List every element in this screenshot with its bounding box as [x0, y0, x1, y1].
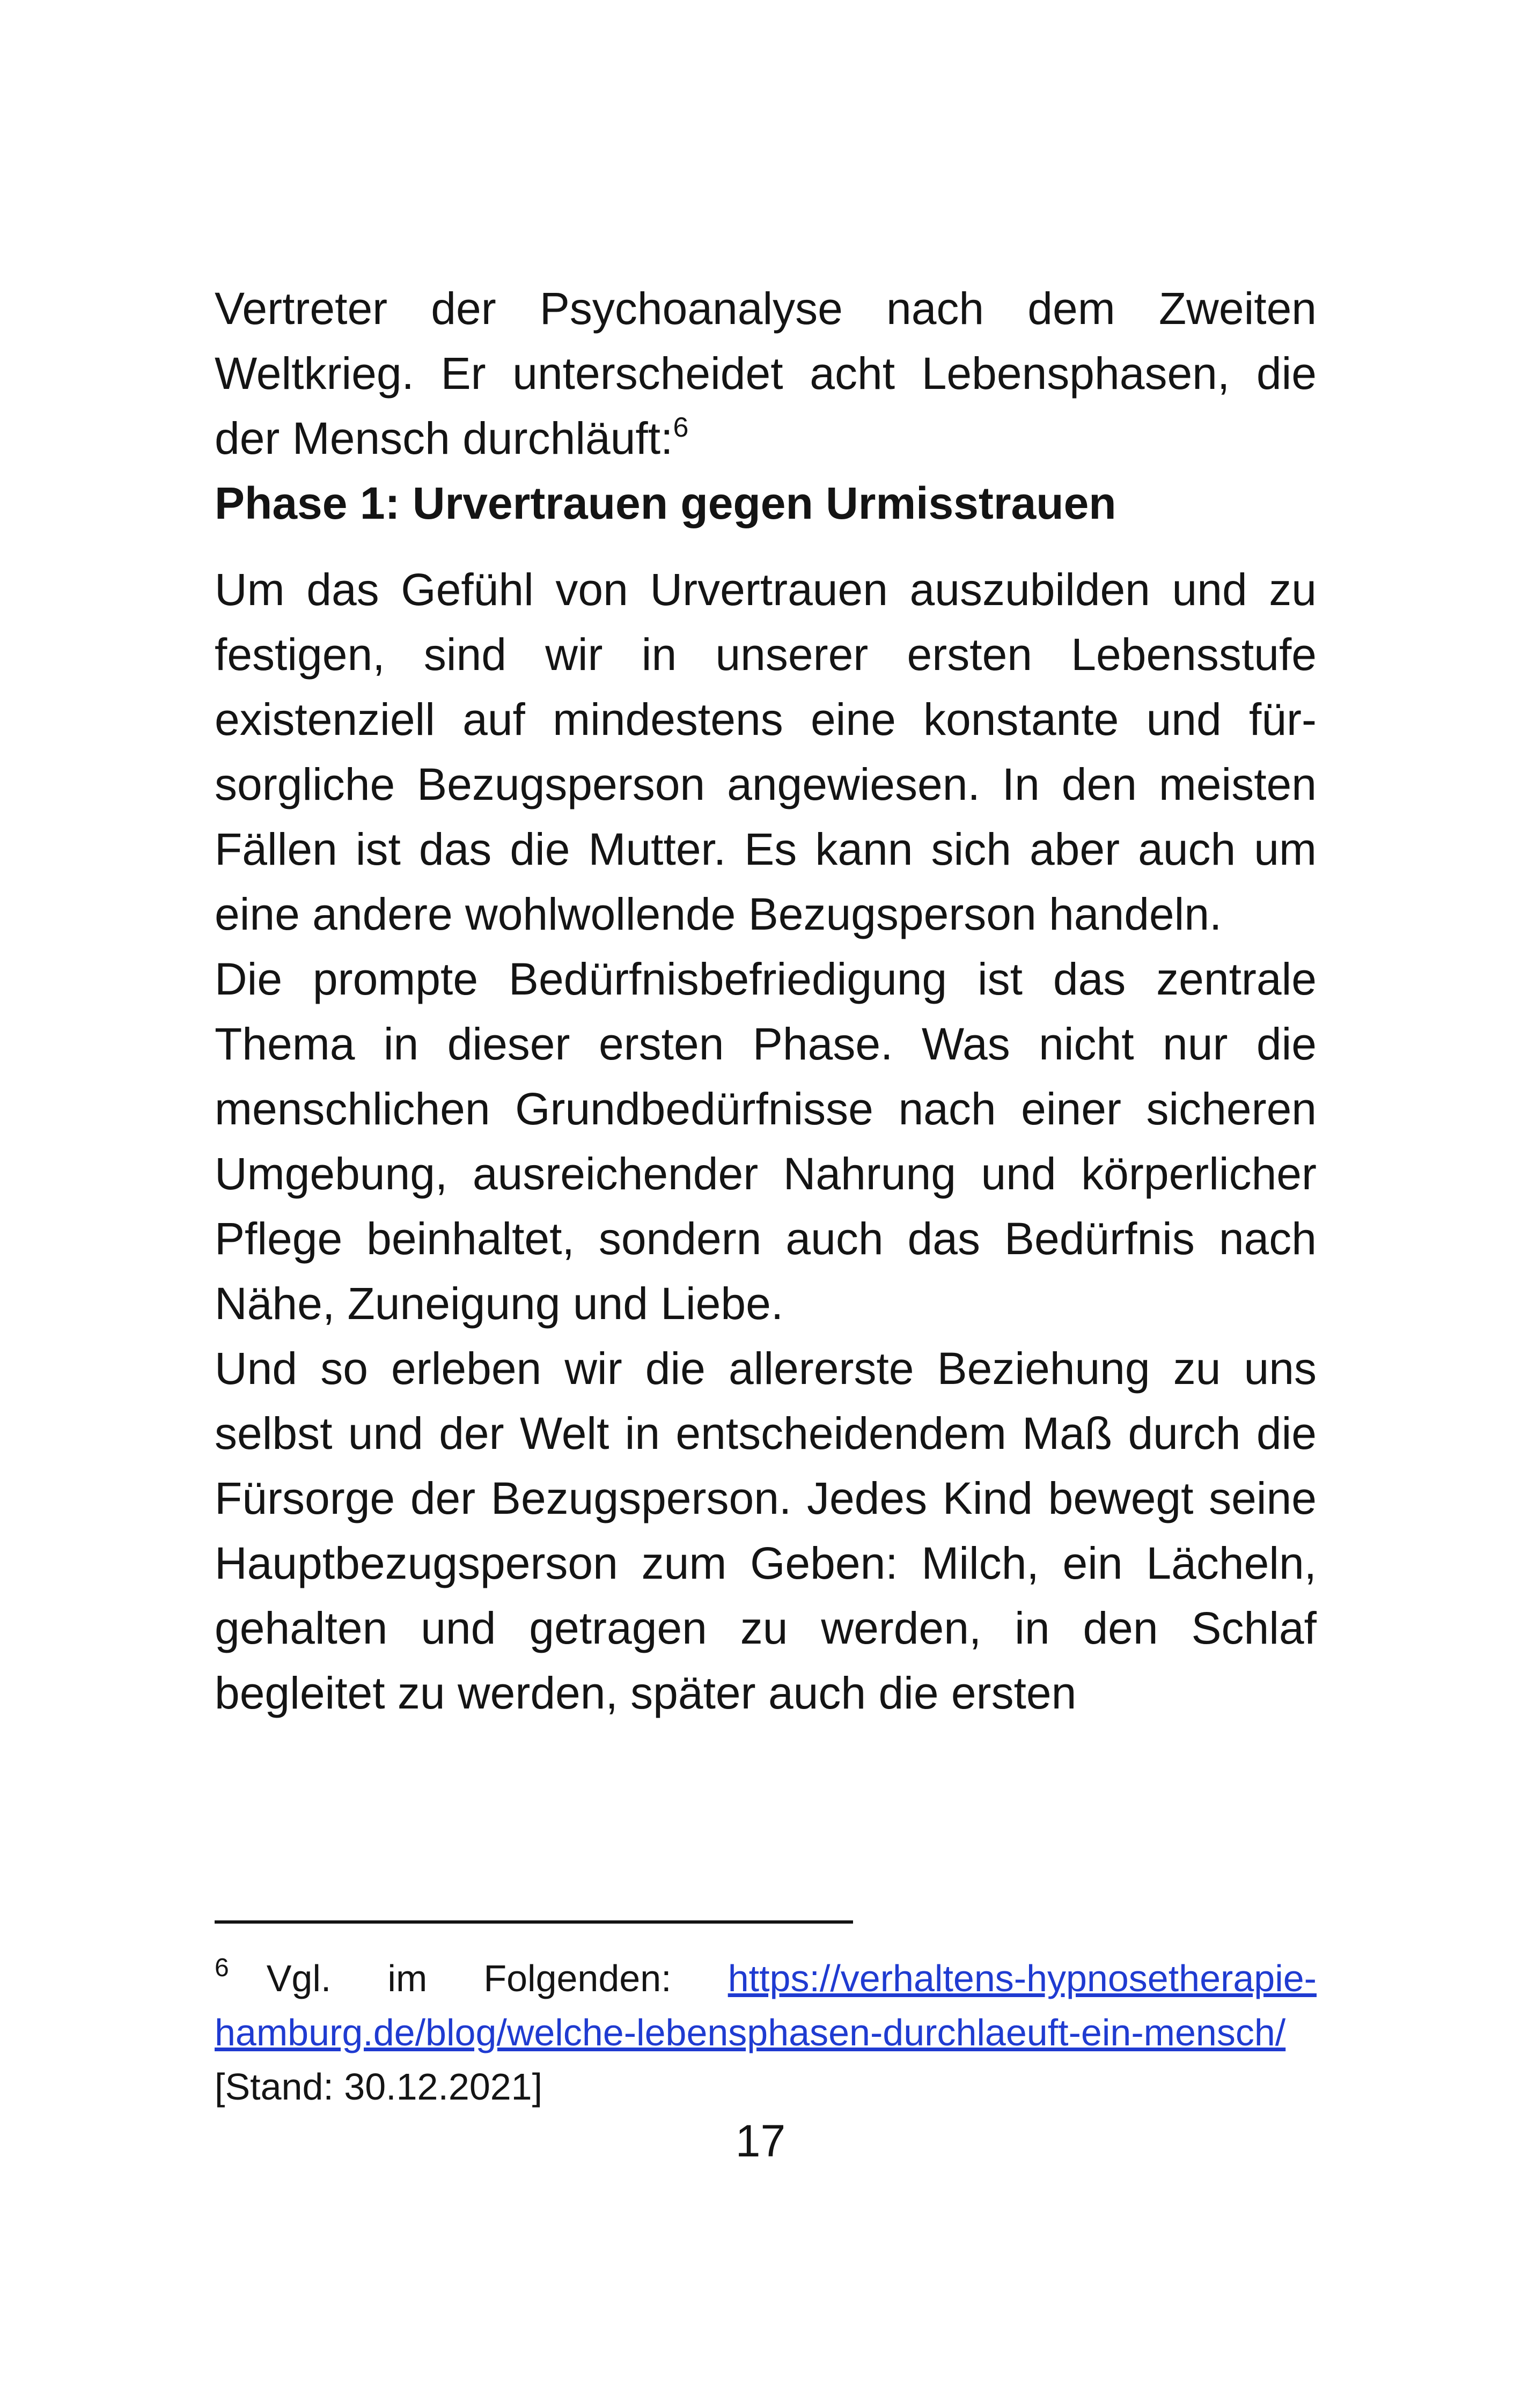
section-heading: Phase 1: Urvertrauen gegen Urmisstrauen [215, 478, 1116, 528]
intro-text: Vertreter der Psychoanalyse nach dem Zweiten Weltkrieg. Er unterscheidet acht Lebensphasen, die der Mensch durchläuft: [215, 283, 1317, 463]
footnote-reference[interactable]: 6 [673, 412, 689, 443]
page-body [215, 276, 1317, 1726]
paragraph-2: Die prompte Bedürfnisbefriedigung ist das zentrale Thema in dieser ersten Phase. Was nicht nur die menschlichen Grundbedürfnisse nach einer sicheren Umgebung, ausreichender Nahrung und körperlicher Pflege beinhaltet, sondern auch das Bedürfnis nach Nähe, Zuneigung und Liebe. [215, 954, 1317, 1329]
page-number: 17 [735, 2116, 786, 2166]
paragraph-1: Um das Gefühl von Urvertrauen auszubilden und zu festigen, sind wir in unserer ersten Lebensstufe existenziell auf mindestens eine konstante und fürsorgliche Bezugsperson angewiesen. In den meisten Fällen ist das die Mutter. Es kann sich aber auch um eine andere wohlwollende Bezugsperson handeln. [215, 564, 1317, 939]
footnote-link[interactable]: https://verhaltens-hypnosetherapie-hamburg.de/blog/welche-lebensphasen-durchlaeuft-ein-mensch/ [215, 1957, 1317, 2053]
paragraph-3: Und so erleben wir die allererste Beziehung zu uns selbst und der Welt in entscheidendem Maß durch die Fürsorge der Bezugsperson. Jedes Kind bewegt seine Hauptbezugsperson zum Geben: Milch, ein Lächeln, gehalten und getragen zu werden, in den Schlaf begleitet zu werden, später auch die ersten [215, 1343, 1317, 1718]
footnote-separator [215, 1920, 853, 1924]
footnote-suffix: [Stand: 30.12.2021] [215, 2066, 543, 2108]
footnote: 6 Vgl. im Folgenden: https://verhaltens-hypnosetherapie-hamburg.de/blog/welche-lebensphasen-durchlaeuft-ein-mensch/ [Stand: 30.12.2021] [215, 1954, 1317, 2108]
intro-paragraph [215, 276, 1317, 471]
footnote-prefix: Vgl. im Folgenden: [266, 1957, 672, 1999]
